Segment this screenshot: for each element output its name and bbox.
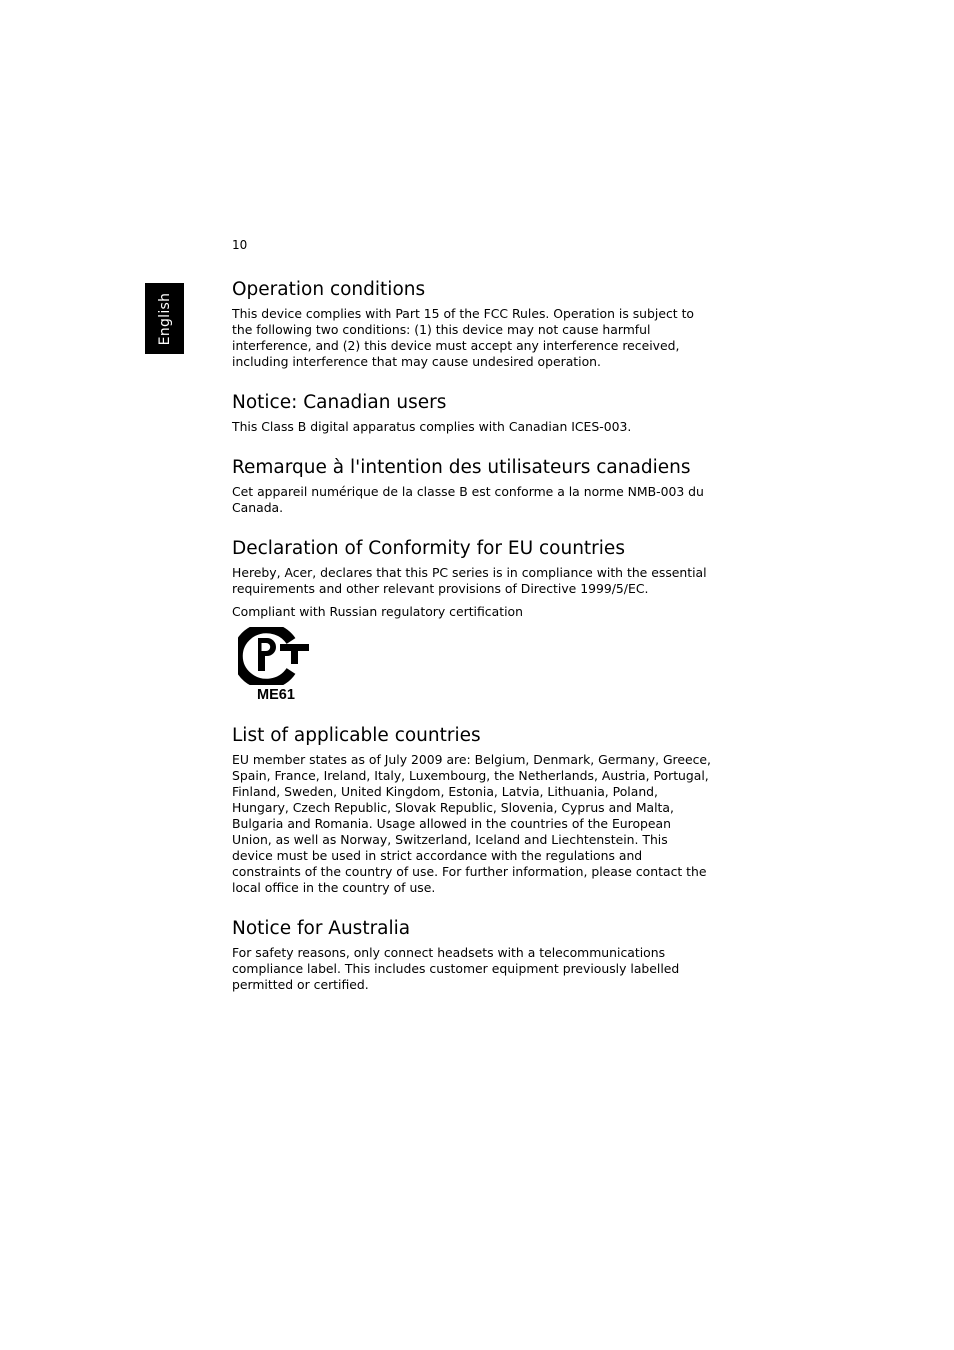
section-paragraph: For safety reasons, only connect headsets with a telecommunications compliance label. This includes customer equipment previously labelled permitted or certified. — [232, 945, 680, 992]
section-australia — [232, 917, 712, 993]
section-paragraph: Compliant with Russian regulatory certification — [232, 604, 523, 619]
language-tab-label: English — [156, 292, 173, 345]
section-heading: Operation conditions — [232, 279, 426, 300]
section-applicable-countries — [232, 724, 712, 896]
section-paragraph: This Class B digital apparatus complies with Canadian ICES-003. — [232, 419, 632, 434]
section-paragraph: Hereby, Acer, declares that this PC series is in compliance with the essential requirements and other relevant provisions of Directive 1999/5/EC. — [232, 565, 707, 596]
section-heading: Notice for Australia — [232, 918, 411, 939]
section-heading: Remarque à l'intention des utilisateurs canadiens — [232, 457, 691, 478]
section-paragraph: Cet appareil numérique de la classe B est conforme a la norme NMB-003 du Canada. — [232, 484, 704, 515]
section-canadian-users — [232, 391, 712, 435]
document-body — [232, 278, 712, 1014]
certification-logo — [238, 627, 328, 703]
language-tab — [145, 283, 184, 354]
page-number: 10 — [232, 238, 248, 252]
section-heading: Declaration of Conformity for EU countries — [232, 538, 625, 559]
pct-certification-mark-icon — [238, 627, 314, 685]
section-heading: Notice: Canadian users — [232, 392, 447, 413]
section-eu-conformity — [232, 537, 712, 703]
section-remarque-canadiens — [232, 456, 712, 516]
section-paragraph: EU member states as of July 2009 are: Belgium, Denmark, Germany, Greece, Spain, France, Ireland, Italy, Luxembourg, the Netherlands, Austria, Portugal, Finland, Sweden, United Kingdom, Estonia, Latvia, Lithuania, Poland, Hungary, Czech Republic, Slovak Republic, Slovenia, Cyprus and Malta, Bulgaria and Romania. Usage allowed in the countries of the European Union, as well as Norway, Switzerland, Iceland and Liechtenstein. This device must be used in strict accordance with the regulations and constraints of the country of use. For further information, please contact the local office in the country of use. — [232, 752, 711, 895]
section-paragraph: This device complies with Part 15 of the FCC Rules. Operation is subject to the following two conditions: (1) this device may not cause harmful interference, and (2) this device must accept any interference received, including interference that may cause undesired operation. — [232, 306, 695, 369]
certification-code: ME61 — [257, 687, 295, 703]
section-operation-conditions — [232, 278, 712, 370]
section-heading: List of applicable countries — [232, 725, 481, 746]
